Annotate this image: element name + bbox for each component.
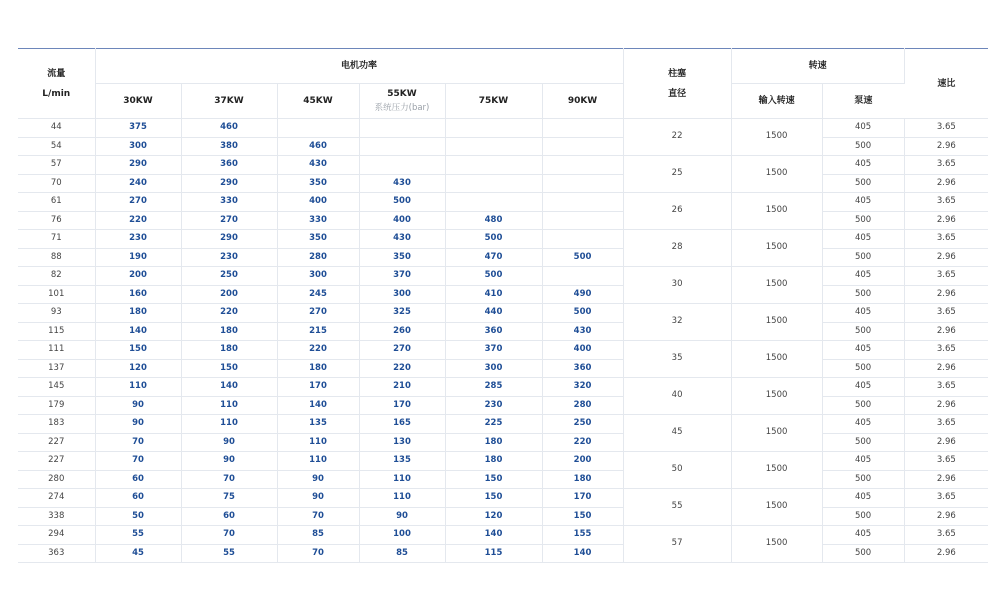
ratio-cell: 3.65 [904,452,988,471]
ratio-cell: 2.96 [904,544,988,563]
pump-speed-cell: 405 [822,415,904,434]
table-row [18,285,988,304]
pump-speed-cell: 500 [822,544,904,563]
pump-speed-cell: 405 [822,489,904,508]
pressure-cell: 70 [95,433,181,452]
pressure-cell: 150 [542,507,623,526]
pressure-cell [445,137,542,156]
table-row [18,137,988,156]
pressure-cell: 200 [542,452,623,471]
pressure-cell: 150 [181,359,277,378]
flow-cell: 61 [18,193,95,212]
table-row [18,470,988,489]
table-row [18,119,988,138]
pressure-cell: 230 [445,396,542,415]
pressure-cell: 360 [542,359,623,378]
pressure-cell: 470 [445,248,542,267]
pressure-cell: 460 [277,137,359,156]
flow-cell: 179 [18,396,95,415]
ratio-cell: 2.96 [904,285,988,304]
pressure-cell: 90 [277,489,359,508]
pressure-cell: 500 [542,304,623,323]
flow-cell: 57 [18,156,95,175]
motor-power-header: 电机功率 [95,49,623,84]
pressure-cell: 60 [95,470,181,489]
table-row [18,507,988,526]
pressure-cell: 110 [95,378,181,397]
pressure-cell: 500 [445,267,542,286]
pressure-cell: 170 [542,489,623,508]
pressure-cell: 100 [359,526,445,545]
pressure-cell: 180 [181,341,277,360]
ratio-cell: 2.96 [904,470,988,489]
pressure-cell: 120 [95,359,181,378]
pressure-cell: 230 [95,230,181,249]
table-row [18,174,988,193]
pressure-cell: 500 [542,248,623,267]
pressure-cell: 75 [181,489,277,508]
speed-header: 转速 [731,49,904,84]
table-row [18,304,988,323]
table-row [18,415,988,434]
plunger-diameter-cell: 28 [623,230,731,267]
pressure-cell: 130 [359,433,445,452]
flow-cell: 54 [18,137,95,156]
ratio-cell: 2.96 [904,507,988,526]
pressure-cell: 45 [95,544,181,563]
input-speed-cell: 1500 [731,452,822,489]
pressure-cell [445,119,542,138]
pressure-cell [542,193,623,212]
pressure-cell: 430 [359,230,445,249]
pump-speed-cell: 500 [822,359,904,378]
ratio-cell: 2.96 [904,396,988,415]
power-col-90kw: 90KW [542,84,623,119]
flow-cell: 294 [18,526,95,545]
pressure-cell: 180 [181,322,277,341]
pressure-cell: 290 [95,156,181,175]
pressure-cell [445,193,542,212]
pressure-cell: 90 [95,396,181,415]
input-speed-cell: 1500 [731,341,822,378]
pump-speed-cell: 405 [822,378,904,397]
pressure-cell: 220 [359,359,445,378]
flow-cell: 227 [18,452,95,471]
pump-speed-cell: 405 [822,230,904,249]
pressure-cell: 140 [181,378,277,397]
input-speed-cell: 1500 [731,156,822,193]
ratio-cell: 2.96 [904,248,988,267]
pressure-cell: 110 [277,452,359,471]
pressure-cell: 300 [445,359,542,378]
diameter-label: 直径 [668,88,687,99]
flow-cell: 111 [18,341,95,360]
pump-speed-cell: 405 [822,452,904,471]
pressure-cell: 430 [277,156,359,175]
power-col-30kw: 30KW [95,84,181,119]
pressure-cell [359,156,445,175]
pump-speed-cell: 500 [822,137,904,156]
input-speed-cell: 1500 [731,415,822,452]
system-pressure-label: 系统压力(bar) [374,103,430,113]
power-col-55kw: 55KW 系统压力(bar) [359,84,445,119]
pressure-cell: 135 [359,452,445,471]
pressure-cell: 500 [359,193,445,212]
pump-speed-cell: 500 [822,396,904,415]
pressure-cell: 330 [277,211,359,230]
table-row [18,193,988,212]
flow-cell: 280 [18,470,95,489]
flow-cell: 76 [18,211,95,230]
ratio-cell: 3.65 [904,156,988,175]
flow-cell: 183 [18,415,95,434]
pressure-cell: 270 [95,193,181,212]
pressure-cell: 410 [445,285,542,304]
power-col-45kw: 45KW [277,84,359,119]
spec-table-body [18,119,988,563]
pressure-cell: 400 [359,211,445,230]
pressure-cell: 135 [277,415,359,434]
pressure-cell: 70 [95,452,181,471]
pressure-cell [542,174,623,193]
input-speed-cell: 1500 [731,119,822,156]
pressure-cell: 440 [445,304,542,323]
pressure-cell: 380 [181,137,277,156]
pressure-cell: 115 [445,544,542,563]
pump-speed-cell: 405 [822,304,904,323]
pressure-cell: 150 [95,341,181,360]
pressure-cell: 350 [359,248,445,267]
pressure-cell [542,119,623,138]
pressure-cell: 110 [359,489,445,508]
plunger-diameter-cell: 26 [623,193,731,230]
pump-speed-cell: 500 [822,211,904,230]
table-row [18,248,988,267]
ratio-cell: 3.65 [904,489,988,508]
pressure-cell: 180 [445,433,542,452]
table-row [18,433,988,452]
pump-speed-cell: 500 [822,248,904,267]
pressure-cell: 480 [445,211,542,230]
pump-speed-cell: 405 [822,267,904,286]
pressure-cell: 90 [181,433,277,452]
ratio-cell: 3.65 [904,267,988,286]
table-row [18,156,988,175]
flow-cell: 101 [18,285,95,304]
pressure-cell [542,267,623,286]
pressure-cell: 50 [95,507,181,526]
pressure-cell: 300 [277,267,359,286]
pressure-cell: 180 [277,359,359,378]
pressure-cell: 370 [359,267,445,286]
ratio-cell: 2.96 [904,433,988,452]
pressure-cell: 250 [181,267,277,286]
pressure-cell: 70 [181,470,277,489]
table-row [18,359,988,378]
pressure-cell: 120 [445,507,542,526]
table-row [18,341,988,360]
plunger-diameter-cell: 30 [623,267,731,304]
pump-speed-cell: 500 [822,285,904,304]
flow-cell: 44 [18,119,95,138]
plunger-diameter-header [623,49,731,119]
pressure-cell: 220 [181,304,277,323]
flow-unit-label: L/min [42,88,71,99]
table-row [18,396,988,415]
pressure-cell: 430 [359,174,445,193]
plunger-diameter-cell: 35 [623,341,731,378]
ratio-cell: 3.65 [904,119,988,138]
pressure-cell: 110 [181,396,277,415]
flow-cell: 82 [18,267,95,286]
pump-speed-cell: 500 [822,507,904,526]
flow-cell: 137 [18,359,95,378]
input-speed-cell: 1500 [731,230,822,267]
pressure-cell: 250 [542,415,623,434]
ratio-cell: 2.96 [904,137,988,156]
flow-cell: 88 [18,248,95,267]
pressure-cell: 70 [181,526,277,545]
table-row [18,452,988,471]
pump-speed-cell: 500 [822,433,904,452]
plunger-diameter-cell: 45 [623,415,731,452]
power-col-37kw: 37KW [181,84,277,119]
ratio-cell: 3.65 [904,230,988,249]
pressure-cell: 90 [277,470,359,489]
pressure-cell: 220 [95,211,181,230]
pressure-cell: 350 [277,174,359,193]
flow-cell: 363 [18,544,95,563]
pressure-cell [445,156,542,175]
pressure-cell: 110 [181,415,277,434]
flow-cell: 71 [18,230,95,249]
input-speed-cell: 1500 [731,304,822,341]
pump-speed-cell: 500 [822,174,904,193]
pressure-cell: 215 [277,322,359,341]
pressure-cell: 430 [542,322,623,341]
pressure-cell: 320 [542,378,623,397]
input-speed-header: 输入转速 [731,84,822,119]
pressure-cell: 460 [181,119,277,138]
ratio-cell: 3.65 [904,193,988,212]
ratio-cell: 3.65 [904,341,988,360]
pressure-cell: 140 [445,526,542,545]
plunger-label: 柱塞 [668,68,687,79]
pressure-cell: 290 [181,174,277,193]
pressure-cell [542,156,623,175]
pressure-cell: 55 [95,526,181,545]
pressure-cell: 400 [542,341,623,360]
flow-cell: 338 [18,507,95,526]
pressure-cell: 90 [359,507,445,526]
ratio-cell: 3.65 [904,415,988,434]
ratio-header: 速比 [904,49,988,119]
plunger-diameter-cell: 32 [623,304,731,341]
pressure-cell: 170 [277,378,359,397]
pressure-cell: 60 [95,489,181,508]
flow-cell: 93 [18,304,95,323]
ratio-cell: 3.65 [904,378,988,397]
pressure-cell: 85 [277,526,359,545]
pressure-cell: 70 [277,507,359,526]
pressure-cell: 270 [277,304,359,323]
pump-spec-table [18,48,988,563]
pump-speed-cell: 405 [822,156,904,175]
input-speed-cell: 1500 [731,526,822,563]
pressure-cell [359,137,445,156]
pressure-cell: 300 [95,137,181,156]
pressure-cell: 350 [277,230,359,249]
table-row [18,230,988,249]
pressure-cell: 360 [181,156,277,175]
table-row [18,544,988,563]
pressure-cell: 245 [277,285,359,304]
plunger-diameter-cell: 57 [623,526,731,563]
ratio-cell: 2.96 [904,174,988,193]
pressure-cell: 490 [542,285,623,304]
table-row [18,378,988,397]
pressure-cell: 180 [95,304,181,323]
pressure-cell [542,230,623,249]
flow-cell: 70 [18,174,95,193]
plunger-diameter-cell: 40 [623,378,731,415]
pressure-cell: 330 [181,193,277,212]
pressure-cell: 375 [95,119,181,138]
pressure-cell: 200 [95,267,181,286]
pressure-cell: 190 [95,248,181,267]
pressure-cell: 230 [181,248,277,267]
pressure-cell: 150 [445,470,542,489]
pressure-cell: 85 [359,544,445,563]
ratio-cell: 2.96 [904,211,988,230]
pressure-cell: 55 [181,544,277,563]
pressure-cell: 70 [277,544,359,563]
pressure-cell: 170 [359,396,445,415]
flow-header-label: 流量 [47,68,66,79]
pressure-cell: 140 [95,322,181,341]
pressure-cell: 285 [445,378,542,397]
pressure-cell: 260 [359,322,445,341]
pressure-cell: 360 [445,322,542,341]
pressure-cell: 160 [95,285,181,304]
pressure-cell: 150 [445,489,542,508]
ratio-cell: 2.96 [904,359,988,378]
input-speed-cell: 1500 [731,267,822,304]
table-row [18,322,988,341]
pump-speed-cell: 500 [822,470,904,489]
pressure-cell: 210 [359,378,445,397]
input-speed-cell: 1500 [731,193,822,230]
flow-header [18,49,95,119]
pressure-cell: 300 [359,285,445,304]
pump-speed-cell: 405 [822,341,904,360]
table-row [18,211,988,230]
ratio-cell: 3.65 [904,526,988,545]
plunger-diameter-cell: 25 [623,156,731,193]
pressure-cell: 155 [542,526,623,545]
pump-speed-cell: 405 [822,193,904,212]
flow-cell: 227 [18,433,95,452]
pressure-cell: 140 [542,544,623,563]
plunger-diameter-cell: 22 [623,119,731,156]
pressure-cell [542,211,623,230]
input-speed-cell: 1500 [731,378,822,415]
pressure-cell: 220 [542,433,623,452]
pressure-cell: 200 [181,285,277,304]
flow-cell: 115 [18,322,95,341]
pump-speed-cell: 405 [822,119,904,138]
spec-table-container [18,48,988,563]
pressure-cell: 60 [181,507,277,526]
pressure-cell [277,119,359,138]
pressure-cell: 270 [181,211,277,230]
ratio-cell: 2.96 [904,322,988,341]
pressure-cell: 270 [359,341,445,360]
pressure-cell [359,119,445,138]
pump-speed-cell: 500 [822,322,904,341]
pump-speed-cell: 405 [822,526,904,545]
pressure-cell: 370 [445,341,542,360]
pressure-cell [542,137,623,156]
pressure-cell: 280 [542,396,623,415]
pressure-cell: 325 [359,304,445,323]
table-row [18,526,988,545]
table-row [18,267,988,286]
pressure-cell: 180 [445,452,542,471]
pressure-cell: 280 [277,248,359,267]
pressure-cell: 225 [445,415,542,434]
pressure-cell: 240 [95,174,181,193]
pressure-cell [445,174,542,193]
pressure-cell: 165 [359,415,445,434]
pressure-cell: 110 [359,470,445,489]
pump-speed-header: 泵速 [822,84,904,119]
power-col-75kw: 75KW [445,84,542,119]
flow-cell: 145 [18,378,95,397]
pressure-cell: 110 [277,433,359,452]
flow-cell: 274 [18,489,95,508]
pressure-cell: 90 [181,452,277,471]
ratio-cell: 3.65 [904,304,988,323]
table-row [18,489,988,508]
pressure-cell: 220 [277,341,359,360]
pressure-cell: 400 [277,193,359,212]
pressure-cell: 180 [542,470,623,489]
plunger-diameter-cell: 55 [623,489,731,526]
plunger-diameter-cell: 50 [623,452,731,489]
pressure-cell: 90 [95,415,181,434]
input-speed-cell: 1500 [731,489,822,526]
pressure-cell: 500 [445,230,542,249]
pressure-cell: 290 [181,230,277,249]
pressure-cell: 140 [277,396,359,415]
